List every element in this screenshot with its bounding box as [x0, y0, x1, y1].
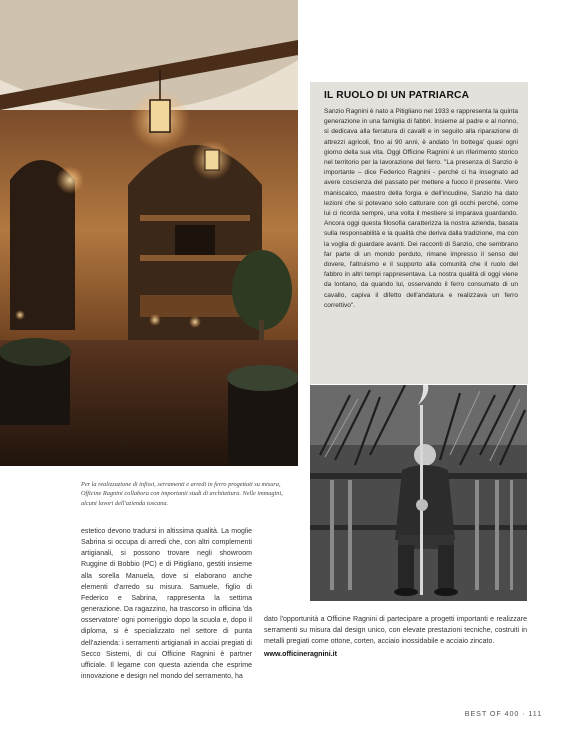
body-column-right-text: dato l'opportunità a Officine Ragnini di partecipare a progetti importanti e realizzare serramenti su misura dal design unico, con elevate prestazioni tecniche, costruiti in metalli pregiati come ottone, corten, acciaio inossidabile e acciaio zincato. [264, 616, 527, 646]
interior-photo [0, 0, 298, 466]
interior-photo-graphic [0, 0, 298, 466]
craftsman-photo [310, 385, 527, 601]
website-link[interactable]: www.officineragnini.it [264, 651, 337, 659]
body-column-right [264, 614, 527, 661]
patriarch-title: IL RUOLO DI UN PATRIARCA [324, 90, 470, 101]
craftsman-photo-graphic [310, 385, 527, 601]
page-footer: BEST OF 400 · 111 [464, 709, 542, 718]
patriarch-box [310, 82, 528, 384]
photo-caption: Per la realizzazione di infissi, serramenti e arredi in ferro progettati su misura, Officine Ragnini collabora con importanti studi di architettura. Nelle immagini, alcuni lavori dell'azienda toscana. [81, 481, 283, 507]
body-column-left: estetico devono tradursi in altissima qualità. La moglie Sabrina si occupa di arredi che, con altri complementi artigianali, si possono trovare negli showroom Ruggine di Bobbio (PC) e di Pitigliano, gestiti insieme alla sorella Manuela, dove si elaborano anche elementi d'arredo su misura. Samuele, figlio di Federico e Sabrina, rappresenta la settima generazione. Da ragazzino, ha trascorso in officina 'da osservatore' ogni pomeriggio dopo la scuola e, dopo il diploma, si è specializzato nel settore di punta dell'azienda: i serramenti artigianali in acciai pregiati di Secco Sistemi, di cui Officine Ragnini è partner ufficiale. Il legame con questa azienda che esprime innovazione e design nel mondo del serramento, ha [81, 528, 252, 681]
patriarch-text: Sanzio Ragnini è nato a Pitigliano nel 1933 e rappresenta la quinta generazione in una famiglia di fabbri. Insieme al padre e al nonno, si dedicava alla ferratura di cavalli e in seguito alla riparazione di attrezzi agricoli, fino ai 90 anni, è andato 'in bottega' quasi ogni giorno della sua vita. Oggi Officine Ragnini è un riferimento storico nel territorio per la lavorazione del ferro. "La presenza di Sanzio è importante – dice Federico Ragnini - perché ci ha insegnato ad avere coscienza del passato per mettere a fuoco il presente. Vero maniscalco, maestro della forgia e dell'incudine, Sanzio ha dato lezioni che si potevano solo catturare con gli occhi perché, come lui ci ricorda sempre, una volta il mestiere si imparava guardando. Ancora oggi questa filosofia caratterizza la nostra azienda, basata sulla responsabilità e la qualità che deriva dalla tradizione, ma con la voglia di guardare avanti. Dei racconti di Sanzio, che sembrano far parte di un mondo perduto, rimane impresso il senso del dovere, l'altruismo e il supporto alla comunità che il ruolo del fabbro in altri tempi rappresentava. La nostra qualità di oggi viene da lontano, da quando lui, osservando il ferro consumato di un cavallo, capiva il difetto dell'andatura e realizzava un ferro correttivo". [324, 108, 518, 309]
